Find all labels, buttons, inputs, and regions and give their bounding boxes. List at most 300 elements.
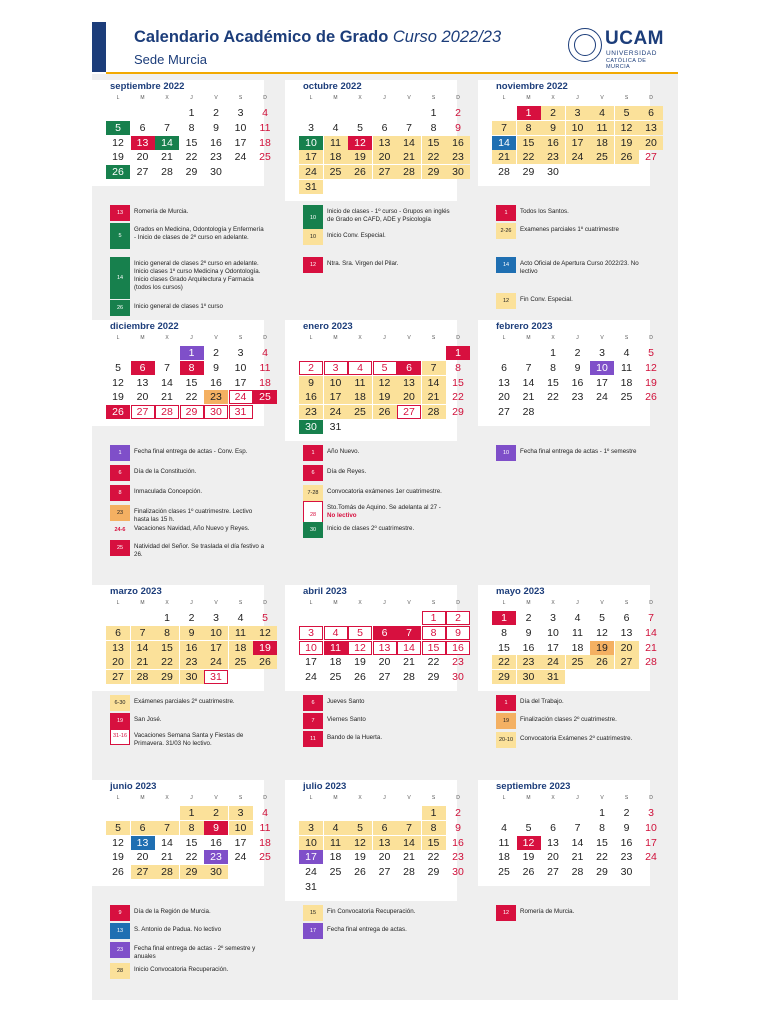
calendar-day: 19 <box>522 851 535 864</box>
calendar-day: 17 <box>596 376 608 389</box>
legend-text <box>520 716 650 724</box>
legend-swatch: 8 <box>110 485 130 501</box>
weekday-label: S <box>431 600 436 606</box>
calendar-day: 19 <box>354 656 366 669</box>
weekday-label: D <box>456 795 460 801</box>
calendar-day: 19 <box>112 851 124 864</box>
weekday-label: V <box>600 600 604 606</box>
calendar-day: 28 <box>155 865 179 879</box>
legend-swatch: 2-26 <box>496 223 516 239</box>
month-calendar <box>92 80 271 186</box>
calendar-day: 5 <box>599 612 605 624</box>
legend-text <box>327 734 457 742</box>
calendar-day: 29 <box>185 166 198 179</box>
calendar-day: 10 <box>566 121 590 135</box>
calendar-day: 7 <box>525 361 532 374</box>
weekday-label: V <box>407 335 411 341</box>
calendar-day: 7 <box>422 361 446 375</box>
calendar-day: 5 <box>373 361 397 375</box>
calendar-day: 4 <box>262 107 268 119</box>
calendar-day: 19 <box>645 376 657 389</box>
calendar-day: 18 <box>620 376 633 389</box>
legend-description: Día de la Constitución. <box>134 468 197 475</box>
legend-text <box>520 735 650 743</box>
calendar-day: 25 <box>229 655 253 669</box>
legend-description: Vacaciones Semana Santa y Fiestas de Primavera. 31/03 No lectivo. <box>134 732 244 747</box>
calendar-day: 24 <box>324 405 348 419</box>
legend-description: Año Nuevo. <box>327 448 360 455</box>
calendar-day: 27 <box>378 866 391 879</box>
legend-description: Natividad del Señor. Se traslada el día festivo a 26. <box>134 543 265 558</box>
calendar-day: 6 <box>639 106 663 120</box>
month-calendar <box>478 585 657 691</box>
month-title: septiembre 2022 <box>110 81 185 92</box>
legend-description: Grados en Medicina, Odontología y Enfermería - Inicio de clases de 2º curso en adelante. <box>134 226 264 241</box>
legend-text <box>327 698 457 706</box>
weekday-label: J <box>576 795 579 801</box>
legend-text <box>520 260 650 276</box>
weekday-label: D <box>649 795 653 801</box>
calendar-day: 16 <box>210 836 222 849</box>
calendar-day: 6 <box>550 821 556 834</box>
logo-line-1: UNIVERSIDAD <box>606 50 658 57</box>
month-title: julio 2023 <box>303 781 347 792</box>
calendar-day: 2 <box>574 347 581 359</box>
legend-description: Viernes Santo <box>327 716 366 723</box>
calendar-day: 25 <box>498 866 510 879</box>
calendar-day: 4 <box>590 106 614 120</box>
weekday-label: L <box>116 795 120 801</box>
calendar-day: 7 <box>406 121 412 134</box>
calendar-day: 18 <box>229 641 253 655</box>
calendar-day: 24 <box>541 655 565 669</box>
calendar-day: 4 <box>348 361 372 375</box>
legend-swatch: 9 <box>110 905 130 921</box>
calendar-day: 21 <box>397 150 421 164</box>
calendar-day: 22 <box>185 851 198 864</box>
calendar-day: 20 <box>639 136 663 150</box>
course-text: Curso 2022/23 <box>392 28 502 46</box>
legend-description: Fecha final entrega de actas. <box>327 926 407 933</box>
legend-swatch: 13 <box>110 923 130 939</box>
month-title: abril 2023 <box>303 586 347 597</box>
calendar-day: 25 <box>329 671 342 684</box>
calendar-day: 21 <box>403 656 415 669</box>
calendar-day: 16 <box>541 136 565 150</box>
calendar-day: 24 <box>299 165 323 179</box>
weekday-label: S <box>431 335 436 341</box>
weekday-label: S <box>431 795 436 801</box>
legend-text <box>520 208 650 216</box>
calendar-day: 11 <box>498 836 510 849</box>
calendar-day: 20 <box>498 391 510 404</box>
weekday-label: L <box>116 600 120 606</box>
legend-swatch: 14 <box>496 257 516 273</box>
calendar-day: 23 <box>299 405 323 419</box>
calendar-day: 14 <box>571 836 584 849</box>
calendar-day: 1 <box>188 107 195 119</box>
legend-description: Inicio de clases 2º cuatrimestre. <box>327 525 415 532</box>
legend-swatch: 25 <box>110 540 130 556</box>
legend-text <box>520 908 650 916</box>
calendar-day: 19 <box>373 390 397 404</box>
legend-description: Todos los Santos. <box>520 208 569 215</box>
calendar-day: 30 <box>204 865 228 879</box>
calendar-day: 26 <box>348 165 372 179</box>
calendar-day: 7 <box>397 626 421 640</box>
calendar-day: 22 <box>596 851 608 864</box>
calendar-day: 16 <box>620 836 633 849</box>
calendar-day: 6 <box>106 626 130 640</box>
calendar-day: 12 <box>645 361 657 374</box>
calendar-day: 27 <box>498 406 510 419</box>
weekday-label: M <box>526 600 531 606</box>
legend-text <box>134 468 264 476</box>
calendar-day: 14 <box>522 376 535 389</box>
calendar-day: 5 <box>648 347 654 359</box>
calendar-day: 18 <box>329 656 342 669</box>
legend-description: Inicio de clases - 1º curso - Grupos en inglés de Grado en CAFD, ADE y Psicología <box>327 208 450 223</box>
legend-description: Inicio Convocatoria Recuperación. <box>134 966 229 973</box>
calendar-day: 8 <box>550 361 556 374</box>
calendar-day: 6 <box>373 626 397 640</box>
calendar-day: 21 <box>161 851 173 864</box>
weekday-label: S <box>624 95 629 101</box>
calendar-day: 22 <box>452 391 464 404</box>
weekday-label: X <box>165 95 169 101</box>
calendar-day: 9 <box>180 626 204 640</box>
legend-text <box>134 716 264 724</box>
calendar-day: 19 <box>112 151 124 164</box>
legend-swatch: 6-30 <box>110 695 130 711</box>
legend-text <box>520 448 650 456</box>
calendar-day: 3 <box>566 106 590 120</box>
calendar-day: 16 <box>210 136 222 149</box>
legend-swatch: 10 <box>303 205 323 231</box>
calendar-day: 17 <box>324 390 348 404</box>
legend-text <box>134 945 264 961</box>
calendar-day: 10 <box>299 641 323 655</box>
calendar-day: 6 <box>397 361 421 375</box>
legend-swatch: 19 <box>496 713 516 729</box>
calendar-day: 21 <box>522 391 535 404</box>
legend-swatch: 14 <box>110 257 130 299</box>
calendar-day: 4 <box>574 612 581 624</box>
legend-swatch: 1 <box>496 205 516 221</box>
legend-text <box>520 296 650 304</box>
legend-description: Día de la Región de Murcia. <box>134 908 211 915</box>
calendar-day: 2 <box>525 612 532 624</box>
calendar-day: 14 <box>161 836 173 849</box>
calendar-day: 18 <box>498 851 510 864</box>
calendar-day: 7 <box>648 612 654 624</box>
calendar-day: 27 <box>615 655 639 669</box>
calendar-day: 2 <box>446 611 470 625</box>
calendar-day: 15 <box>185 136 198 149</box>
calendar-day: 5 <box>525 821 532 834</box>
month-title: febrero 2023 <box>496 321 553 332</box>
calendar-day: 29 <box>427 866 440 879</box>
calendar-day: 12 <box>596 626 608 639</box>
calendar-day: 27 <box>397 405 421 419</box>
legend-description: Romería de Murcia. <box>134 208 189 215</box>
weekday-label: J <box>190 795 193 801</box>
legend-text <box>327 448 457 456</box>
legend-swatch: 23 <box>110 505 130 521</box>
calendar-day: 31 <box>299 180 323 194</box>
month-calendar <box>478 780 657 886</box>
calendar-day: 13 <box>106 641 130 655</box>
month-calendar <box>92 780 271 886</box>
weekday-label: S <box>624 795 629 801</box>
calendar-day: 18 <box>259 836 271 849</box>
calendar-day: 20 <box>397 390 421 404</box>
calendar-day: 15 <box>498 641 510 654</box>
legend-text <box>327 260 457 268</box>
calendar-day: 28 <box>397 165 421 179</box>
weekday-label: J <box>576 600 579 606</box>
calendar-day: 14 <box>422 376 446 390</box>
calendar-day: 21 <box>131 655 155 669</box>
legend-text <box>134 260 264 292</box>
legend-swatch: 7 <box>303 713 323 729</box>
calendar-day: 4 <box>262 347 268 359</box>
calendar-day: 23 <box>446 150 470 164</box>
calendar-day: 23 <box>452 656 464 669</box>
legend-text <box>327 468 457 476</box>
calendar-day: 11 <box>348 376 372 390</box>
calendar-day: 1 <box>422 806 446 820</box>
calendar-day: 17 <box>645 836 657 849</box>
calendar-day: 20 <box>547 851 559 864</box>
calendar-day: 1 <box>446 346 470 360</box>
calendar-day: 18 <box>329 851 342 864</box>
calendar-day: 30 <box>299 420 323 434</box>
weekday-label: M <box>140 335 145 341</box>
weekday-label: M <box>140 95 145 101</box>
calendar-day: 3 <box>229 806 253 820</box>
calendar-day: 25 <box>329 866 342 879</box>
legend-text <box>327 926 457 934</box>
legend-text <box>134 525 264 533</box>
calendar-day: 17 <box>234 376 247 389</box>
calendar-day: 22 <box>547 391 559 404</box>
calendar-day: 8 <box>188 121 195 134</box>
calendar-day: 25 <box>324 165 348 179</box>
weekday-label: D <box>456 95 460 101</box>
calendar-day: 23 <box>452 851 464 864</box>
calendar-day: 7 <box>131 626 155 640</box>
weekday-label: L <box>502 95 506 101</box>
calendar-day: 2 <box>455 107 461 119</box>
calendar-day: 30 <box>446 165 470 179</box>
calendar-day: 10 <box>234 361 247 374</box>
header-underline <box>106 72 678 74</box>
weekday-label: D <box>649 335 653 341</box>
weekday-label: X <box>165 600 169 606</box>
calendar-day: 30 <box>210 166 222 179</box>
weekday-label: M <box>333 335 338 341</box>
legend-swatch: 12 <box>496 905 516 921</box>
calendar-day: 28 <box>571 866 584 879</box>
weekday-label: V <box>214 600 218 606</box>
calendar-day: 25 <box>590 150 614 164</box>
calendar-day: 8 <box>155 626 179 640</box>
calendar-day: 8 <box>517 121 541 135</box>
calendar-day: 5 <box>115 361 121 374</box>
calendar-day: 3 <box>308 121 314 134</box>
weekday-label: X <box>358 600 362 606</box>
calendar-day: 18 <box>259 376 271 389</box>
legend-text <box>327 232 457 240</box>
calendar-day: 29 <box>452 406 464 419</box>
weekday-label: X <box>165 795 169 801</box>
month-calendar <box>478 80 657 186</box>
weekday-label: V <box>214 95 218 101</box>
calendar-day: 22 <box>517 150 541 164</box>
calendar-day: 26 <box>106 165 130 179</box>
calendar-day: 10 <box>299 836 323 850</box>
calendar-day: 1 <box>430 107 437 119</box>
calendar-day: 28 <box>498 166 510 179</box>
calendar-day: 9 <box>299 376 323 390</box>
legend-description: Examenes parciales 1º cuatrimestre <box>520 226 619 233</box>
legend-description: San José. <box>134 716 162 723</box>
calendar-day: 11 <box>229 626 253 640</box>
calendar-day: 3 <box>299 821 323 835</box>
weekday-label: J <box>190 95 193 101</box>
calendar-day: 22 <box>185 151 198 164</box>
weekday-label: L <box>502 795 506 801</box>
calendar-day: 10 <box>590 361 614 375</box>
calendar-day: 6 <box>139 121 146 134</box>
month-calendar <box>285 320 464 441</box>
calendar-day: 20 <box>106 655 130 669</box>
calendar-day: 21 <box>571 851 584 864</box>
calendar-day: 2 <box>188 612 195 624</box>
legend-text <box>134 303 264 311</box>
calendar-day: 15 <box>422 641 446 655</box>
legend-description: Bando de la Huerta. <box>327 734 383 741</box>
calendar-day: 4 <box>623 347 630 359</box>
calendar-day: 17 <box>299 850 323 864</box>
calendar-day: 31 <box>229 405 253 419</box>
calendar-day: 29 <box>180 865 204 879</box>
calendar-day: 2 <box>213 347 219 359</box>
calendar-day: 3 <box>324 361 348 375</box>
calendar-day: 21 <box>403 851 415 864</box>
calendar-day: 26 <box>106 405 130 419</box>
calendar-day: 13 <box>639 121 663 135</box>
calendar-day: 8 <box>180 821 204 835</box>
calendar-day: 18 <box>348 390 372 404</box>
calendar-day: 9 <box>574 361 581 374</box>
weekday-label: M <box>526 335 531 341</box>
legend-description: Fin Convocatoria Recuperación. <box>327 908 416 915</box>
calendar-day: 12 <box>373 376 397 390</box>
legend-description: Finalización clases 2º cuatrimestre. <box>520 716 617 723</box>
calendar-day: 16 <box>299 390 323 404</box>
month-calendar <box>478 320 657 426</box>
calendar-day: 27 <box>131 405 155 419</box>
calendar-day: 16 <box>446 641 470 655</box>
calendar-day: 11 <box>621 361 632 374</box>
calendar-day: 17 <box>204 641 228 655</box>
weekday-label: V <box>600 795 604 801</box>
calendar-day: 13 <box>547 836 559 849</box>
calendar-day: 8 <box>430 121 437 134</box>
calendar-day: 17 <box>234 136 247 149</box>
calendar-day: 22 <box>427 851 440 864</box>
weekday-label: V <box>407 95 411 101</box>
weekday-label: L <box>502 600 506 606</box>
calendar-day: 30 <box>452 866 464 879</box>
calendar-day: 13 <box>373 136 397 150</box>
calendar-day: 23 <box>620 851 633 864</box>
legend-swatch: 12 <box>303 257 323 273</box>
page-header <box>92 22 678 74</box>
calendar-day: 10 <box>234 121 247 134</box>
weekday-label: S <box>238 600 243 606</box>
calendar-day: 28 <box>131 670 155 684</box>
weekday-label: S <box>238 95 243 101</box>
calendar-day: 10 <box>299 136 323 150</box>
calendar-day: 23 <box>517 655 541 669</box>
weekday-label: X <box>551 95 555 101</box>
calendar-day: 3 <box>599 347 605 359</box>
legend-swatch: 7-28 <box>303 485 323 501</box>
calendar-day: 18 <box>259 136 271 149</box>
calendar-day: 26 <box>354 671 366 684</box>
weekday-label: X <box>358 335 362 341</box>
logo-line-2: CATÓLICA DE MURCIA <box>606 58 647 70</box>
weekday-label: L <box>309 795 313 801</box>
calendar-day: 9 <box>446 626 470 640</box>
calendar-day: 30 <box>452 671 464 684</box>
calendar-day: 11 <box>259 361 271 374</box>
weekday-label: X <box>358 795 362 801</box>
legend-text <box>134 448 264 456</box>
calendar-day: 8 <box>455 361 461 374</box>
logo-name: UCAM <box>605 28 664 49</box>
calendar-day: 13 <box>136 376 149 389</box>
campus-subtitle: Sede Murcia <box>134 52 207 67</box>
calendar-day: 9 <box>204 821 228 835</box>
calendar-day: 9 <box>623 821 630 834</box>
weekday-label: V <box>600 95 604 101</box>
weekday-label: D <box>649 95 653 101</box>
weekday-label: V <box>214 335 218 341</box>
month-title: octubre 2022 <box>303 81 362 92</box>
calendar-day: 18 <box>571 641 584 654</box>
calendar-day: 28 <box>403 866 415 879</box>
calendar-day: 26 <box>112 866 124 879</box>
calendar-day: 26 <box>373 405 397 419</box>
calendar-day: 9 <box>213 121 219 134</box>
calendar-day: 16 <box>571 376 584 389</box>
legend-text <box>134 508 264 524</box>
weekday-label: D <box>263 600 267 606</box>
calendar-day: 17 <box>566 136 590 150</box>
legend-description: Inicio general de clases 2º curso en adelante. Inicio clases 1º curso Medicina y Odontología. Inicio clases Grado Arquitectura y Farmacia (todos los cursos) <box>134 260 261 291</box>
calendar-day: 27 <box>378 671 391 684</box>
calendar-day: 12 <box>112 136 124 149</box>
legend-swatch: 1 <box>496 695 516 711</box>
weekday-label: V <box>407 600 411 606</box>
calendar-day: 26 <box>590 655 614 669</box>
calendar-day: 1 <box>422 611 446 625</box>
calendar-day: 24 <box>234 851 247 864</box>
